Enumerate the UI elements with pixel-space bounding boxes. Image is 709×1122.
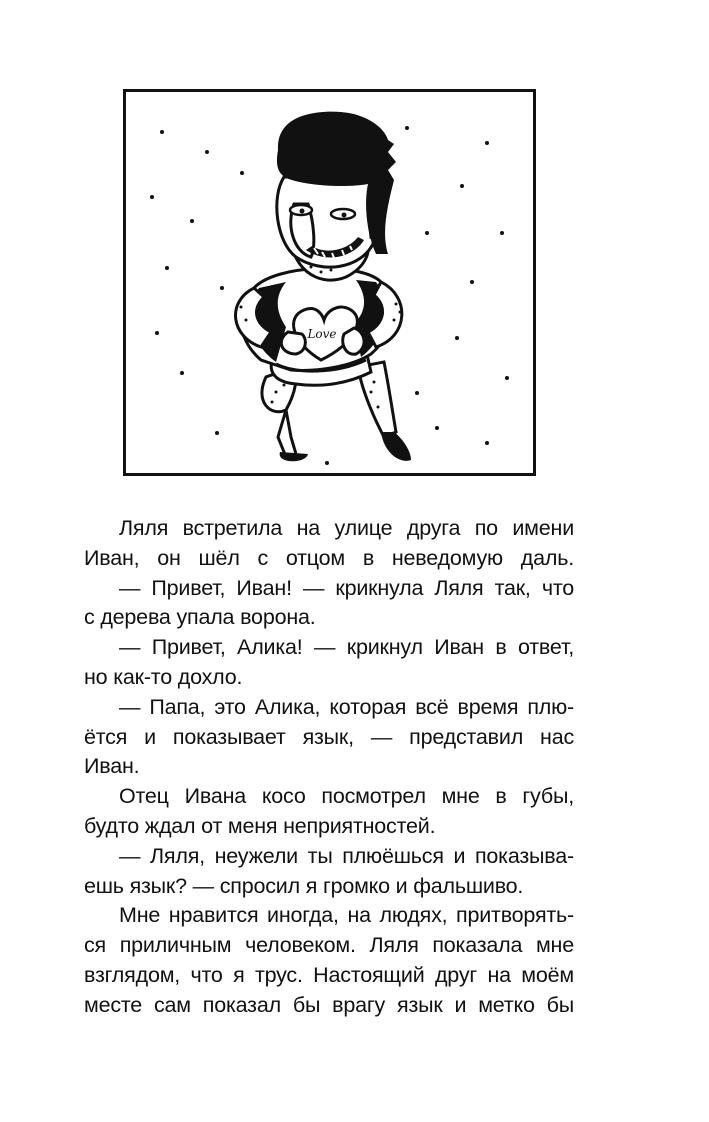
illustration-frame (123, 89, 536, 476)
text-line: Отец Ивана косо посмотрел мне в губы, (119, 784, 574, 809)
text-line: Иван. (84, 754, 140, 779)
text-line: — Привет, Иван! — крикнула Ляля так, что (119, 575, 574, 600)
cartoon-illustration (126, 92, 533, 473)
text-line: ся приличным человеком. Ляля показала мне (84, 933, 574, 958)
heart-label: Love (307, 327, 337, 341)
text-line: взглядом, что я трус. Настоящий друг на моём (84, 962, 574, 987)
text-line: будто ждал от меня неприятностей. (84, 813, 436, 838)
text-line: — Привет, Алика! — крикнул Иван в ответ, (119, 635, 574, 660)
text-line: с дерева упала ворона. (84, 605, 316, 630)
head (277, 177, 380, 267)
text-line: ётся и показывает язык, — представил нас (84, 724, 574, 749)
text-line: но как-то дохло. (84, 664, 243, 689)
text-line: — Папа, это Алика, которая всё время плю- (119, 694, 574, 719)
text-line: Иван, он шёл с отцом в неведомую даль. (84, 545, 574, 570)
text-line: месте сам показал бы врагу язык и метко бы (84, 992, 574, 1017)
text-line: Ляля встретила на улице друга по имени (119, 516, 574, 540)
text-line: Мне нравится иногда, на людях, притворять- (119, 903, 574, 928)
text-line: — Ляля, неужели ты плюёшься и показыва- (119, 843, 574, 868)
body-text (84, 514, 574, 1021)
text-line: ешь язык? — спросил я громко и фальшиво. (84, 873, 524, 898)
